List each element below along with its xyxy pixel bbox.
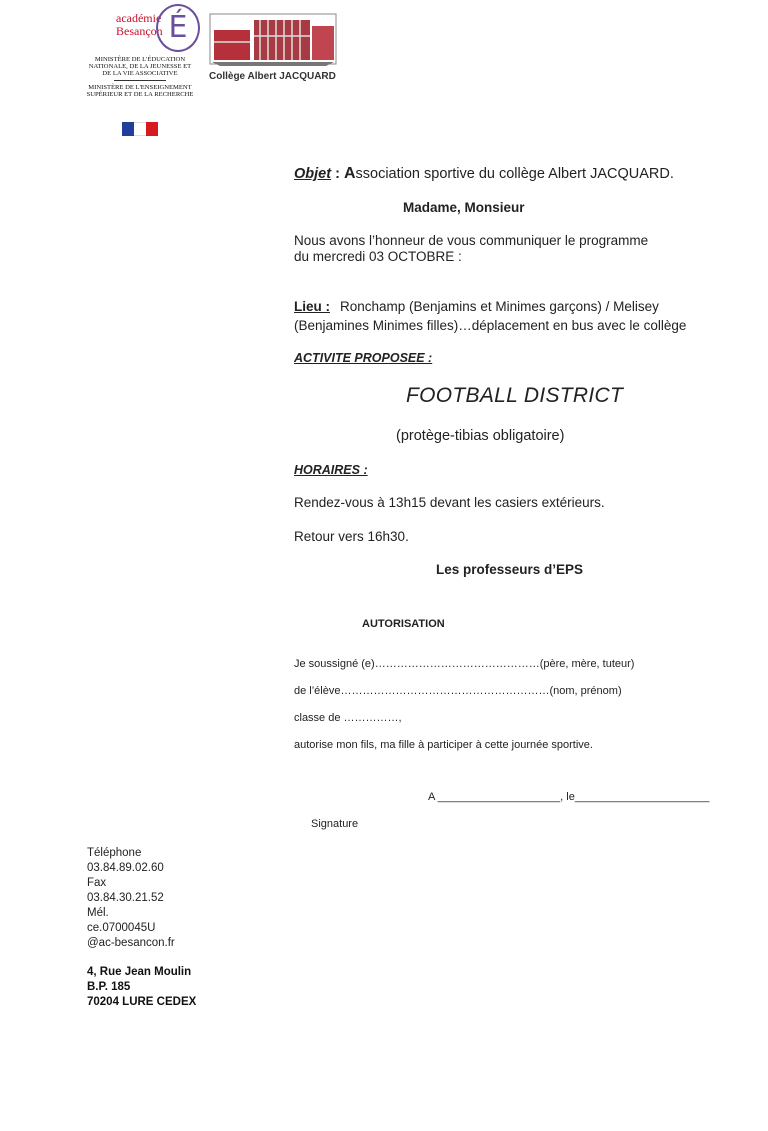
activite-label: ACTIVITE PROPOSEE :: [294, 351, 433, 365]
college-name: Collège Albert JACQUARD: [209, 71, 336, 82]
lieu-line-1: [294, 299, 659, 314]
telephone-label: Téléphone: [87, 847, 142, 859]
authorization-title: AUTORISATION: [362, 618, 445, 630]
address-street: 4, Rue Jean Moulin: [87, 966, 192, 978]
mel-user: ce.0700045U: [87, 922, 156, 934]
ministry-education: MINISTÈRE DE L'ÉDUCATION NATIONALE, DE LA JEUNESSE ET DE LA VIE ASSOCIATIVE: [88, 56, 192, 77]
academie-logo: [112, 2, 202, 54]
place-date-line: A ____________________, le______________________: [428, 791, 710, 803]
authorization-line-class: classe de ……………,: [294, 712, 402, 724]
salutation: Madame, Monsieur: [403, 200, 525, 215]
horaires-label: HORAIRES :: [294, 463, 368, 477]
contact-block: [87, 846, 175, 951]
college-building-logo: [208, 10, 338, 68]
address-po-box: B.P. 185: [87, 981, 131, 993]
telephone-number: 03.84.89.02.60: [87, 862, 164, 874]
retour-text: Retour vers 16h30.: [294, 529, 409, 544]
objet-label: Objet: [294, 166, 332, 182]
fax-label: Fax: [87, 877, 107, 889]
lieu-label: Lieu :: [294, 299, 330, 314]
mel-label: Mél.: [87, 907, 109, 919]
address-block: [87, 965, 196, 1010]
ministry-divider: [114, 80, 166, 81]
intro-line-1: Nous avons l’honneur de vous communiquer le programme: [294, 233, 649, 248]
objet-text: ssociation sportive du collège Albert JACQUARD.: [355, 166, 674, 182]
activity-note: (protège-tibias obligatoire): [396, 428, 565, 444]
republic-flag-icon: [122, 122, 158, 136]
signature-label: Signature: [311, 818, 359, 830]
academie-letter: É: [156, 4, 200, 52]
fax-number: 03.84.30.21.52: [87, 892, 164, 904]
objet-initial: A: [343, 165, 356, 182]
authorization-line-consent: autorise mon fils, ma fille à participer à cette journée sportive.: [294, 739, 593, 751]
objet-line: [294, 165, 674, 183]
mel-domain: @ac-besancon.fr: [87, 937, 175, 949]
objet-separator: :: [331, 166, 344, 182]
authorization-line-student: de l’élève…………………………………………………(nom, prénom): [294, 685, 622, 697]
ministry-research: MINISTÈRE DE L'ENSEIGNEMENT SUPÉRIEUR ET DE LA RECHERCHE: [86, 84, 194, 98]
address-city: 70204 LURE CEDEX: [87, 996, 197, 1008]
activity-title: FOOTBALL DISTRICT: [406, 384, 624, 407]
intro-line-2: du mercredi 03 OCTOBRE :: [294, 249, 462, 264]
lieu-line-2: (Benjamines Minimes filles)…déplacement en bus avec le collège: [294, 318, 687, 333]
signed-by: Les professeurs d’EPS: [436, 562, 584, 577]
lieu-text-1: Ronchamp (Benjamins et Minimes garçons) / Melisey: [340, 299, 659, 314]
rendezvous-text: Rendez-vous à 13h15 devant les casiers extérieurs.: [294, 495, 605, 510]
academie-name: académie Besançon: [116, 11, 163, 38]
authorization-line-parent: Je soussigné (e)………………………………………(père, mère, tuteur): [294, 658, 635, 670]
ministry-block: [85, 56, 195, 98]
